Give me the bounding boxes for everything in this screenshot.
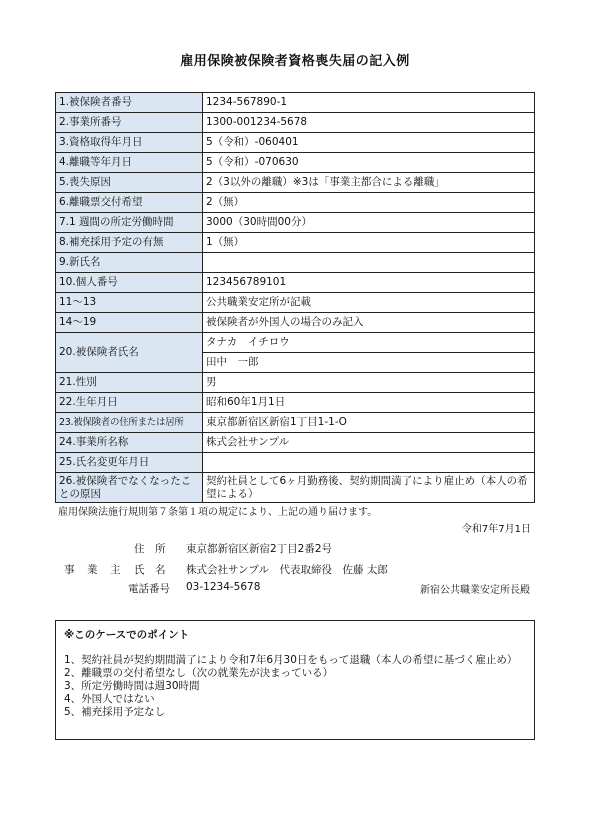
field-label: 8.補充採用予定の有無 [56,233,203,253]
field-value: 5（令和）-060401 [203,133,535,153]
submission-date: 令和7年7月1日 [461,524,531,535]
field-label: 14〜19 [56,313,203,333]
table-row [56,453,535,473]
table-row [56,153,535,173]
field-value [203,253,535,273]
table-row [56,193,535,213]
field-value: 5（令和）-070630 [203,153,535,173]
field-value: 東京都新宿区新宿1丁目1-1-O [203,413,535,433]
field-value: 被保険者が外国人の場合のみ記入 [203,313,535,333]
field-value: 123456789101 [203,273,535,293]
field-value: 昭和60年1月1日 [203,393,535,413]
table-row [56,293,535,313]
name-label: 氏 名 [134,564,166,576]
field-value: 1234-567890-1 [203,93,535,113]
points-box [55,620,535,740]
field-label: 22.生年月日 [56,393,203,413]
field-value: 株式会社サンプル [203,433,535,453]
name-kana: タナカ イチロウ [203,333,535,353]
name-kanji: 田中 一郎 [203,353,535,373]
employer-phone: 03-1234-5678 [186,581,261,593]
field-label: 4.離職等年月日 [56,153,203,173]
table-row [56,373,535,393]
page-title: 雇用保険被保険者資格喪失届の記入例 [180,54,410,69]
table-row [56,113,535,133]
table-row [56,393,535,413]
table-row [56,233,535,253]
table-row [56,413,535,433]
form-table [55,92,535,503]
field-label: 26.被保険者でなくなったことの原因 [56,473,203,503]
point-item: 4、外国人ではない [64,693,155,705]
field-value: 男 [203,373,535,393]
field-label: 6.離職票交付希望 [56,193,203,213]
field-label: 25.氏名変更年月日 [56,453,203,473]
table-row [56,133,535,153]
field-label: 9.新氏名 [56,253,203,273]
field-label: 11〜13 [56,293,203,313]
field-label: 21.性別 [56,373,203,393]
point-item: 3、所定労働時間は週30時間 [64,680,200,692]
field-label: 10.個人番号 [56,273,203,293]
table-row [56,473,535,503]
office-addressee: 新宿公共職業安定所長殿 [420,585,530,596]
field-label: 2.事業所番号 [56,113,203,133]
address-label: 住 所 [134,543,166,555]
field-value: 1（無） [203,233,535,253]
phone-label: 電話番号 [128,583,170,595]
point-item: 2、離職票の交付希望なし（次の就業先が決まっている） [64,667,334,679]
field-value: 2（無） [203,193,535,213]
point-item: 1、契約社員が契約期間満了により令和7年6月30日をもって退職（本人の希望に基づく雇止め） [64,654,518,666]
field-label: 5.喪失原因 [56,173,203,193]
employer-address: 東京都新宿区新宿2丁目2番2号 [186,543,333,555]
field-label: 24.事業所名称 [56,433,203,453]
field-value: 公共職業安定所が記載 [203,293,535,313]
field-label: 7.1 週間の所定労働時間 [56,213,203,233]
table-row [56,253,535,273]
table-row [56,273,535,293]
table-row [56,433,535,453]
point-item: 5、補充採用予定なし [64,706,166,718]
field-label: 20.被保険者氏名 [56,333,203,373]
employer-name: 株式会社サンプル 代表取締役 佐藤 太郎 [186,564,388,576]
submission-note: 雇用保険法施行規則第７条第１項の規定により、上記の通り届けます。 [58,507,378,518]
points-heading: ※このケースでのポイント [64,629,190,641]
field-value: 契約社員として6ヶ月勤務後、契約期間満了により雇止め（本人の希望による） [203,473,535,503]
field-value: 1300-001234-5678 [203,113,535,133]
field-label: 23.被保険者の住所または居所 [56,413,203,433]
table-row [56,333,535,353]
table-row [56,313,535,333]
table-row [56,93,535,113]
table-row [56,173,535,193]
field-value: 3000（30時間00分） [203,213,535,233]
employer-label: 事 業 主 [64,564,122,576]
field-label: 3.資格取得年月日 [56,133,203,153]
table-row [56,213,535,233]
field-value: 2（3以外の離職）※3は「事業主都合による離職」 [203,173,535,193]
field-value [203,453,535,473]
field-label: 1.被保険者番号 [56,93,203,113]
